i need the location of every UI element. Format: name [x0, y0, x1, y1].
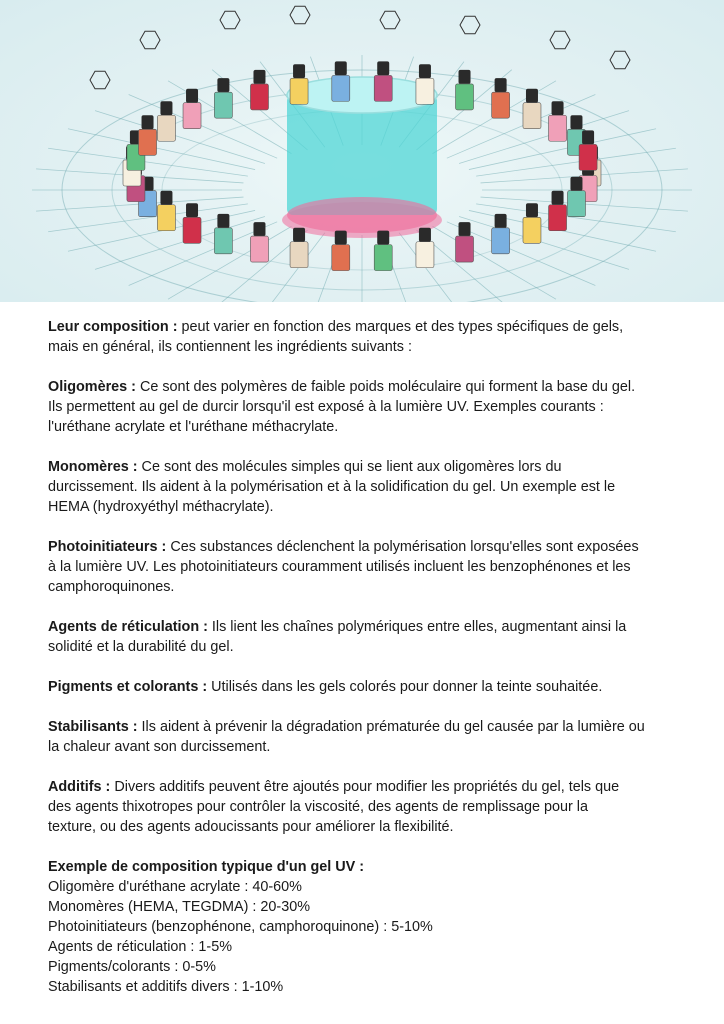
- bottle-cap: [217, 214, 229, 228]
- section-line: HEMA (hydroxyéthyl méthacrylate).: [48, 499, 274, 515]
- section-oligomeres: [48, 377, 684, 437]
- bottle-body: [492, 92, 510, 118]
- bottle-body: [250, 236, 268, 262]
- bottle-cap: [526, 89, 538, 103]
- bottle-body: [183, 217, 201, 243]
- bottle-cap: [495, 78, 507, 92]
- bottle-body: [139, 129, 157, 155]
- section-title: Oligomères :: [48, 379, 136, 395]
- bottle-body: [290, 242, 308, 268]
- bottle-cap: [570, 115, 582, 129]
- bottle-body: [523, 103, 541, 129]
- bottle-cap: [377, 231, 389, 245]
- bottle-cap: [552, 101, 564, 115]
- section-title: Pigments et colorants :: [48, 679, 208, 695]
- section-title: Stabilisants :: [48, 719, 138, 735]
- bottle-cap: [377, 61, 389, 75]
- hero-illustration: [0, 0, 724, 302]
- bottle-cap: [570, 177, 582, 191]
- section-line: Ces substances déclenchent la polymérisation lorsqu'elles sont exposées: [166, 539, 639, 555]
- bottle-cap: [253, 70, 265, 84]
- section-title: Leur composition :: [48, 319, 178, 335]
- section-line: la chaleur avant son durcissement.: [48, 739, 271, 755]
- bottle-body: [492, 228, 510, 254]
- bottle-body: [332, 245, 350, 271]
- bottle-body: [183, 103, 201, 129]
- section-line: Ils permettent au gel de durcir lorsqu'il est exposé à la lumière UV. Exemples courants :: [48, 399, 604, 415]
- bottle-body: [549, 205, 567, 231]
- bottle-cap: [459, 222, 471, 236]
- bottle-cap: [552, 191, 564, 205]
- molecule-ring: [610, 51, 630, 68]
- section-title: Monomères :: [48, 459, 138, 475]
- section-line: Ce sont des polymères de faible poids moléculaire qui forment la base du gel.: [135, 379, 636, 395]
- bottle-cap: [335, 231, 347, 245]
- molecule-ring: [140, 31, 160, 48]
- bottle-body: [214, 92, 232, 118]
- gel-jar-top: [287, 77, 437, 113]
- bottle-cap: [160, 191, 172, 205]
- bottle-body: [214, 228, 232, 254]
- bottle-cap: [582, 130, 594, 144]
- section-line: peut varier en fonction des marques et des types spécifiques de gels,: [177, 319, 624, 335]
- section-pigments: [48, 677, 684, 697]
- section-agents-reticulation: [48, 617, 684, 657]
- bottle-cap: [217, 78, 229, 92]
- molecule-ring: [220, 11, 240, 28]
- section-line: camphoroquinones.: [48, 579, 175, 595]
- molecule-ring: [550, 31, 570, 48]
- list-item: Oligomère d'uréthane acrylate : 40-60%: [48, 879, 302, 895]
- bottle-cap: [495, 214, 507, 228]
- section-monomeres: [48, 457, 684, 517]
- section-line: l'uréthane acrylate et l'uréthane méthacrylate.: [48, 419, 339, 435]
- molecule-ring: [90, 71, 110, 88]
- bottle-body: [567, 191, 585, 217]
- list-item: Photoinitiateurs (benzophénone, camphoroquinone) : 5-10%: [48, 919, 433, 935]
- bottle-cap: [293, 64, 305, 78]
- molecule-ring: [290, 6, 310, 23]
- bottle-cap: [186, 203, 198, 217]
- list-item: Pigments/colorants : 0-5%: [48, 959, 216, 975]
- section-composition: [48, 317, 684, 357]
- document-body: [48, 317, 684, 997]
- nail-gel-bottles-circuit-illustration-icon: [0, 0, 724, 302]
- bottle-body: [549, 115, 567, 141]
- section-line: durcissement. Ils aident à la polymérisation et à la solidification du gel. Un exemple est le: [48, 479, 616, 495]
- bottle-cap: [186, 89, 198, 103]
- molecule-ring: [460, 16, 480, 33]
- section-stabilisants: [48, 717, 684, 757]
- circuit-trace: [95, 111, 265, 164]
- section-title: Additifs :: [48, 779, 111, 795]
- section-line: mais en général, ils contiennent les ingrédients suivants :: [48, 339, 412, 355]
- gel-jar-base: [287, 197, 437, 233]
- section-line: Ils lient les chaînes polymériques entre elles, augmentant ainsi la: [207, 619, 627, 635]
- bottle-cap: [160, 101, 172, 115]
- section-line: Utilisés dans les gels colorés pour donner la teinte souhaitée.: [207, 679, 603, 695]
- bottle-body: [157, 205, 175, 231]
- bottle-body: [456, 236, 474, 262]
- section-title: Photoinitiateurs :: [48, 539, 167, 555]
- circuit-trace: [95, 216, 265, 269]
- bottle-body: [523, 217, 541, 243]
- section-title: Agents de réticulation :: [48, 619, 208, 635]
- section-line: des agents thixotropes pour contrôler la viscosité, des agents de remplissage pour la: [48, 799, 588, 815]
- list-item: Agents de réticulation : 1-5%: [48, 939, 232, 955]
- bottle-cap: [142, 115, 154, 129]
- bottle-cap: [419, 228, 431, 242]
- bottle-cap: [459, 70, 471, 84]
- molecule-ring: [380, 11, 400, 28]
- bottle-cap: [419, 64, 431, 78]
- bottle-body: [374, 75, 392, 101]
- section-line: texture, ou des agents adoucissants pour améliorer la flexibilité.: [48, 819, 454, 835]
- section-line: à la lumière UV. Les photoinitiateurs couramment utilisés incluent les benzophénones et les: [48, 559, 631, 575]
- section-line: Ce sont des molécules simples qui se lient aux oligomères lors du: [137, 459, 562, 475]
- section-line: solidité et la durabilité du gel.: [48, 639, 234, 655]
- list-item: Monomères (HEMA, TEGDMA) : 20-30%: [48, 899, 311, 915]
- list-item: Stabilisants et additifs divers : 1-10%: [48, 979, 284, 995]
- bottle-cap: [335, 61, 347, 75]
- circuit-trace: [459, 111, 629, 164]
- bottle-cap: [293, 228, 305, 242]
- bottle-cap: [253, 222, 265, 236]
- example-title: Exemple de composition typique d'un gel UV :: [48, 859, 365, 875]
- section-photoinitiateurs: [48, 537, 684, 597]
- bottle-body: [332, 75, 350, 101]
- example-composition: [48, 857, 684, 997]
- bottle-body: [250, 84, 268, 110]
- bottle-body: [157, 115, 175, 141]
- circuit-trace: [459, 216, 629, 269]
- section-line: Ils aident à prévenir la dégradation prématurée du gel causée par la lumière ou: [137, 719, 645, 735]
- bottle-body: [579, 144, 597, 170]
- bottle-body: [416, 242, 434, 268]
- bottle-body: [374, 245, 392, 271]
- section-line: Divers additifs peuvent être ajoutés pour modifier les propriétés du gel, tels que: [110, 779, 620, 795]
- section-additifs: [48, 777, 684, 837]
- bottle-cap: [526, 203, 538, 217]
- bottle-body: [456, 84, 474, 110]
- bottle-body: [416, 78, 434, 104]
- bottle-body: [290, 78, 308, 104]
